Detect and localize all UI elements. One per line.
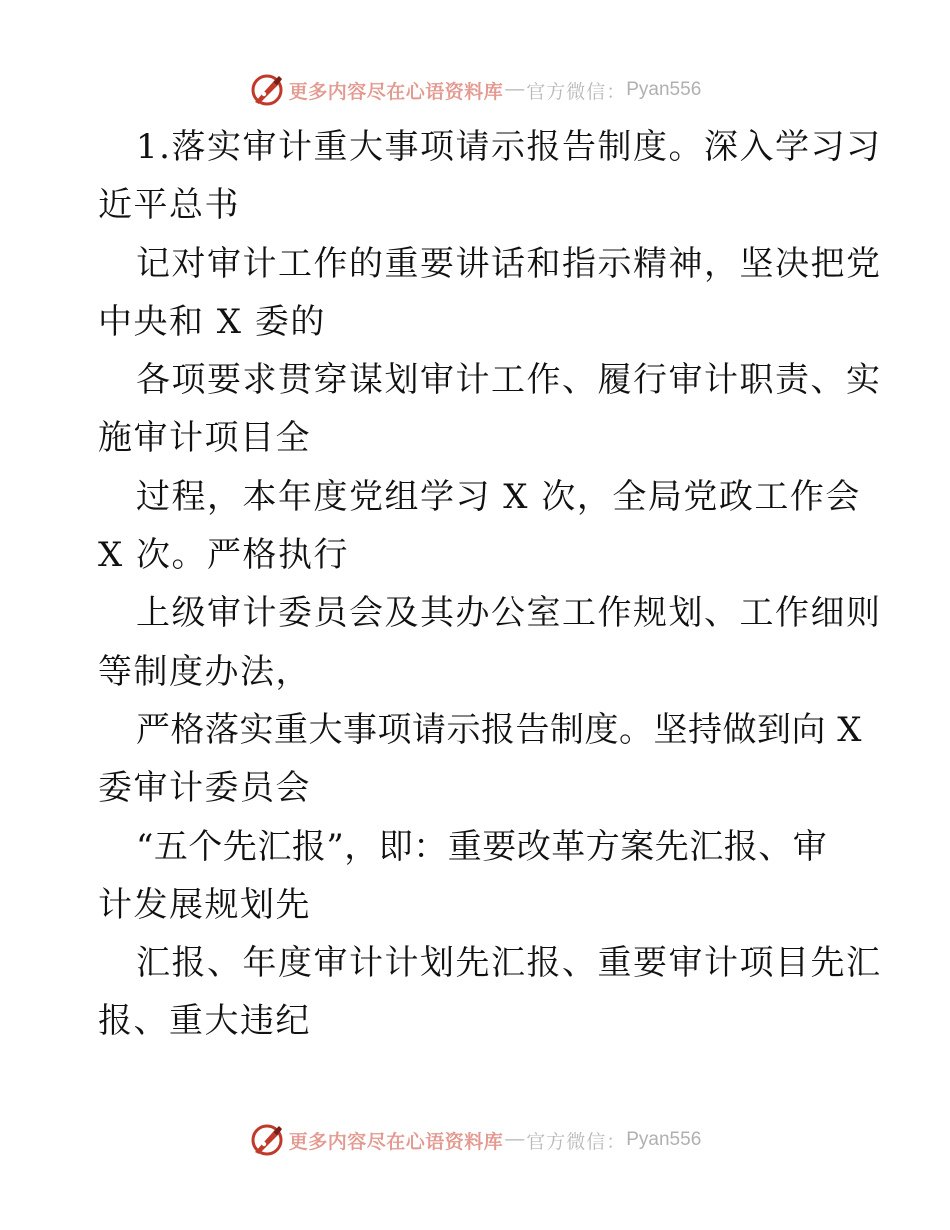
header-slogan: 更多内容尽在心语资料库 — [288, 80, 504, 103]
body-line: 中央和 X 委的 — [98, 301, 326, 342]
footer-wechat-id: Pyan556 — [626, 1129, 702, 1150]
body-line: 报、重大违纪 — [98, 1001, 311, 1042]
header-dash: — — [505, 79, 525, 100]
body-line: 严格落实重大事项请示报告制度。坚持做到向 X — [136, 709, 863, 750]
body-line: X 次。严格执行 — [98, 535, 350, 576]
body-line: 委审计委员会 — [98, 768, 311, 809]
header-banner — [0, 70, 950, 110]
body-line: 等制度办法， — [98, 651, 311, 692]
pen-logo-icon — [249, 1122, 285, 1158]
footer-banner — [0, 1120, 950, 1160]
body-line: 施审计项目全 — [98, 418, 311, 459]
body-line: 各项要求贯穿谋划审计工作、履行审计职责、实 — [136, 360, 882, 401]
body-line: “五个先汇报”，即：重要改革方案先汇报、审 — [136, 826, 828, 867]
body-line: 近平总书 — [98, 185, 240, 226]
footer-slogan: 更多内容尽在心语资料库 — [288, 1130, 504, 1153]
body-line: 计发展规划先 — [98, 884, 311, 925]
header-wechat-label: 官方微信： — [526, 80, 627, 103]
body-line: 汇报、年度审计计划先汇报、重要审计项目先汇 — [136, 943, 882, 984]
header-wechat-id: Pyan556 — [626, 79, 702, 100]
pen-logo-icon — [249, 72, 285, 108]
body-line: 过程，本年度党组学习 X 次，全局党政工作会 — [136, 476, 861, 517]
body-line: 上级审计委员会及其办公室工作规划、工作细则 — [136, 593, 882, 634]
document-body — [98, 118, 882, 1051]
body-line: 1.落实审计重大事项请示报告制度。深入学习习 — [136, 127, 882, 167]
footer-wechat-label: 官方微信： — [526, 1130, 627, 1153]
body-line: 记对审计工作的重要讲话和指示精神，坚决把党 — [136, 243, 882, 284]
footer-dash: — — [505, 1129, 525, 1150]
